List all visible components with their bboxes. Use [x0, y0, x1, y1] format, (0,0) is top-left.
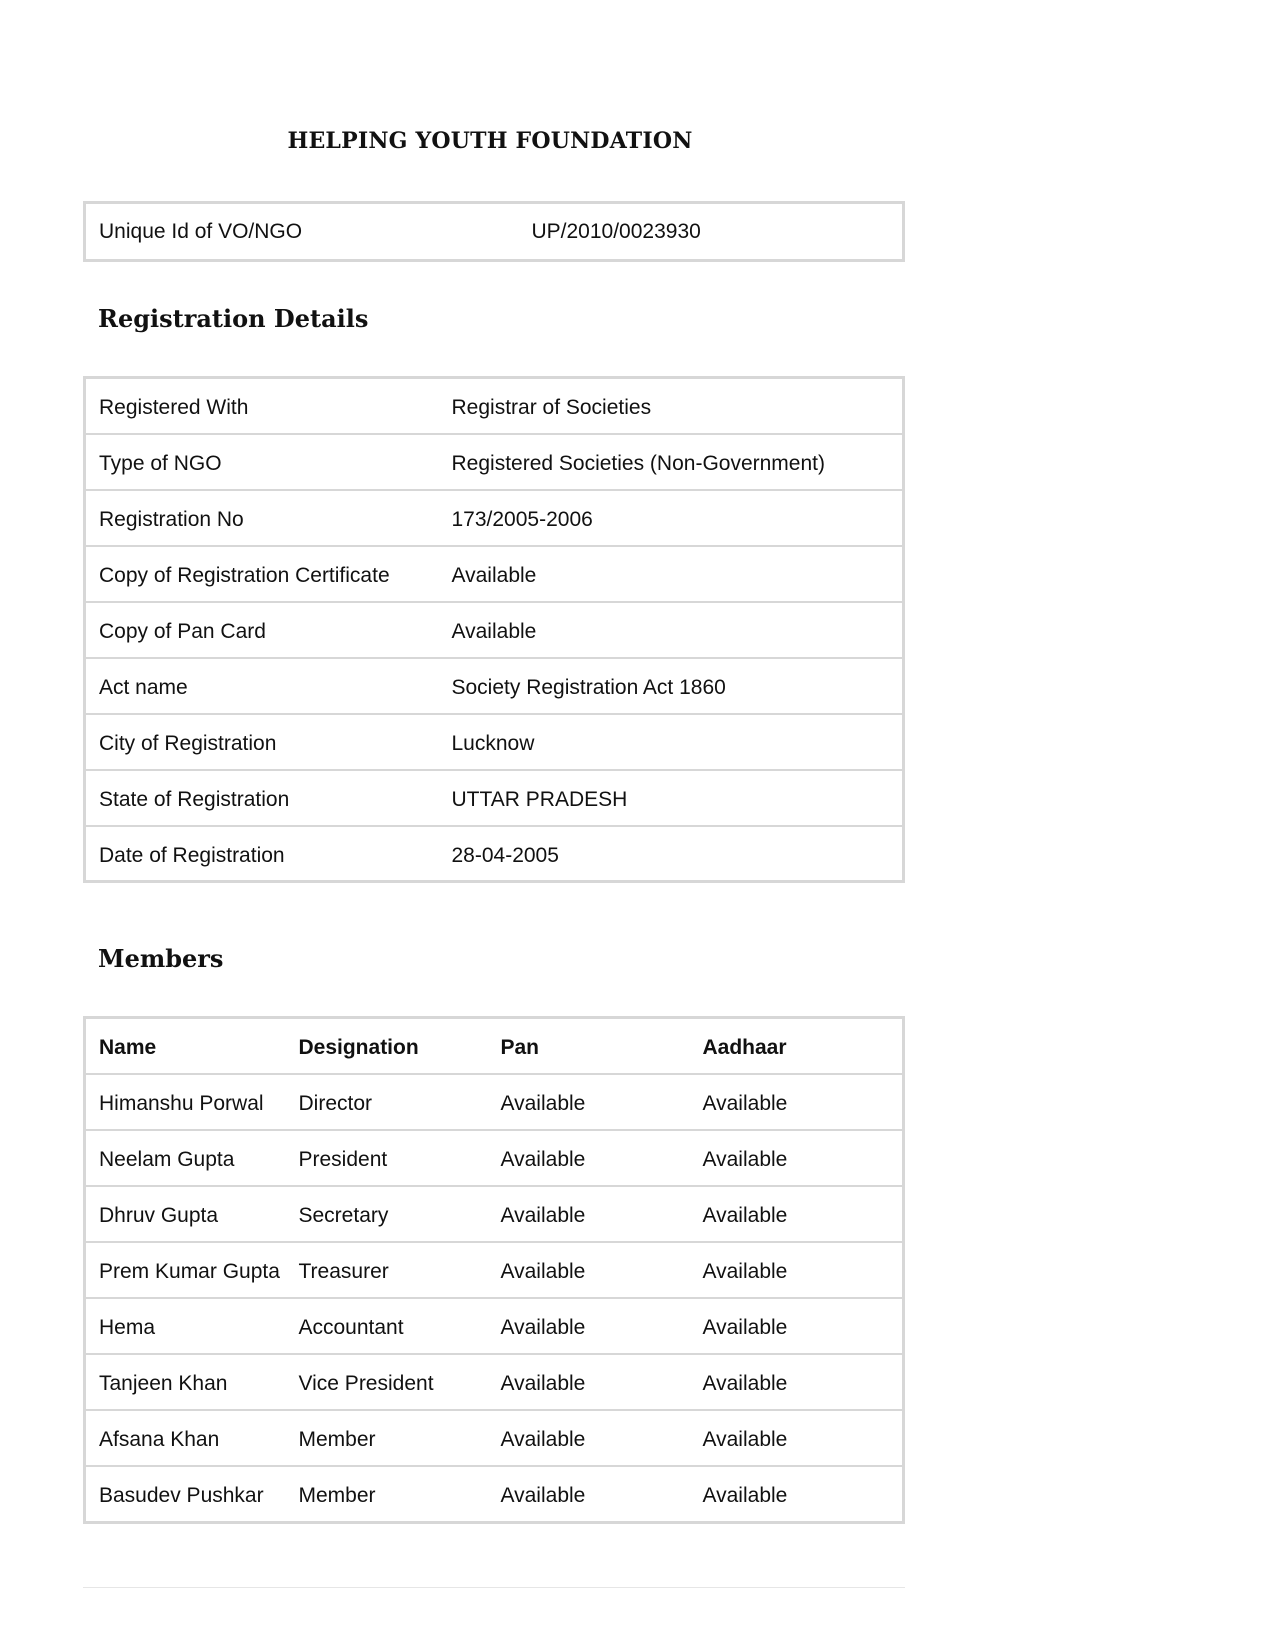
member-pan: Available	[488, 1410, 690, 1466]
members-heading: Members	[98, 944, 224, 973]
table-row	[85, 490, 904, 546]
member-name: Prem Kumar Gupta	[85, 1242, 286, 1298]
member-aadhaar: Available	[690, 1410, 904, 1466]
table-row	[85, 546, 904, 602]
member-designation: President	[286, 1130, 488, 1186]
column-header-designation: Designation	[298, 1036, 419, 1059]
table-row	[85, 378, 904, 434]
row-label: Registered With	[99, 396, 249, 419]
row-value: Available	[439, 546, 904, 602]
row-label: Copy of Pan Card	[85, 602, 439, 658]
unique-id-value: UP/2010/0023930	[531, 220, 701, 243]
member-name: Himanshu Porwal	[85, 1074, 286, 1130]
table-row	[85, 770, 904, 826]
member-designation: Member	[286, 1466, 488, 1523]
member-name: Neelam Gupta	[85, 1130, 286, 1186]
table-row	[85, 1410, 904, 1466]
table-row	[85, 1354, 904, 1410]
registration-heading: Registration Details	[98, 304, 369, 333]
row-value: Society Registration Act 1860	[439, 658, 904, 714]
member-designation: Treasurer	[286, 1242, 488, 1298]
table-row	[85, 434, 904, 490]
member-designation: Secretary	[286, 1186, 488, 1242]
member-designation: Director	[286, 1074, 488, 1130]
member-aadhaar: Available	[690, 1074, 904, 1130]
members-table	[83, 1016, 905, 1524]
member-designation: Member	[286, 1410, 488, 1466]
member-name: Hema	[85, 1298, 286, 1354]
member-aadhaar: Available	[690, 1466, 904, 1523]
row-label: City of Registration	[85, 714, 439, 770]
table-row	[85, 1298, 904, 1354]
column-header-pan: Pan	[500, 1036, 540, 1059]
bottom-divider	[83, 1587, 905, 1588]
page-title: HELPING YOUTH FOUNDATION	[287, 128, 693, 154]
row-value: Lucknow	[439, 714, 904, 770]
member-name: Dhruv Gupta	[85, 1186, 286, 1242]
row-label: Copy of Registration Certificate	[85, 546, 439, 602]
member-designation: Accountant	[286, 1298, 488, 1354]
row-value: 28-04-2005	[439, 826, 904, 882]
table-row	[85, 1074, 904, 1130]
member-name: Basudev Pushkar	[85, 1466, 286, 1523]
row-label: Registration No	[85, 490, 439, 546]
member-pan: Available	[488, 1298, 690, 1354]
member-aadhaar: Available	[690, 1130, 904, 1186]
row-value: 173/2005-2006	[439, 490, 904, 546]
table-row	[85, 1242, 904, 1298]
member-pan: Available	[488, 1466, 690, 1523]
unique-id-row	[85, 203, 904, 261]
table-row	[85, 714, 904, 770]
member-aadhaar: Available	[690, 1242, 904, 1298]
member-pan: Available	[488, 1242, 690, 1298]
member-name: Afsana Khan	[85, 1410, 286, 1466]
column-header-aadhaar: Aadhaar	[702, 1036, 787, 1059]
row-value: UTTAR PRADESH	[439, 770, 904, 826]
unique-id-table	[83, 201, 905, 262]
member-aadhaar: Available	[690, 1298, 904, 1354]
member-designation: Vice President	[286, 1354, 488, 1410]
member-pan: Available	[488, 1354, 690, 1410]
member-pan: Available	[488, 1074, 690, 1130]
table-header-row	[85, 1018, 904, 1075]
member-name: Tanjeen Khan	[85, 1354, 286, 1410]
unique-id-label: Unique Id of VO/NGO	[99, 220, 303, 243]
table-row	[85, 658, 904, 714]
member-aadhaar: Available	[690, 1186, 904, 1242]
member-aadhaar: Available	[690, 1354, 904, 1410]
row-label: Type of NGO	[85, 434, 439, 490]
row-value: Available	[439, 602, 904, 658]
row-label: State of Registration	[85, 770, 439, 826]
table-row	[85, 602, 904, 658]
table-row	[85, 826, 904, 882]
row-value: Registrar of Societies	[451, 396, 652, 419]
table-row	[85, 1130, 904, 1186]
table-row	[85, 1466, 904, 1523]
member-pan: Available	[488, 1130, 690, 1186]
member-pan: Available	[488, 1186, 690, 1242]
registration-table	[83, 376, 905, 883]
column-header-name: Name	[99, 1036, 157, 1059]
row-label: Act name	[85, 658, 439, 714]
row-value: Registered Societies (Non-Government)	[439, 434, 904, 490]
row-label: Date of Registration	[85, 826, 439, 882]
table-row	[85, 1186, 904, 1242]
